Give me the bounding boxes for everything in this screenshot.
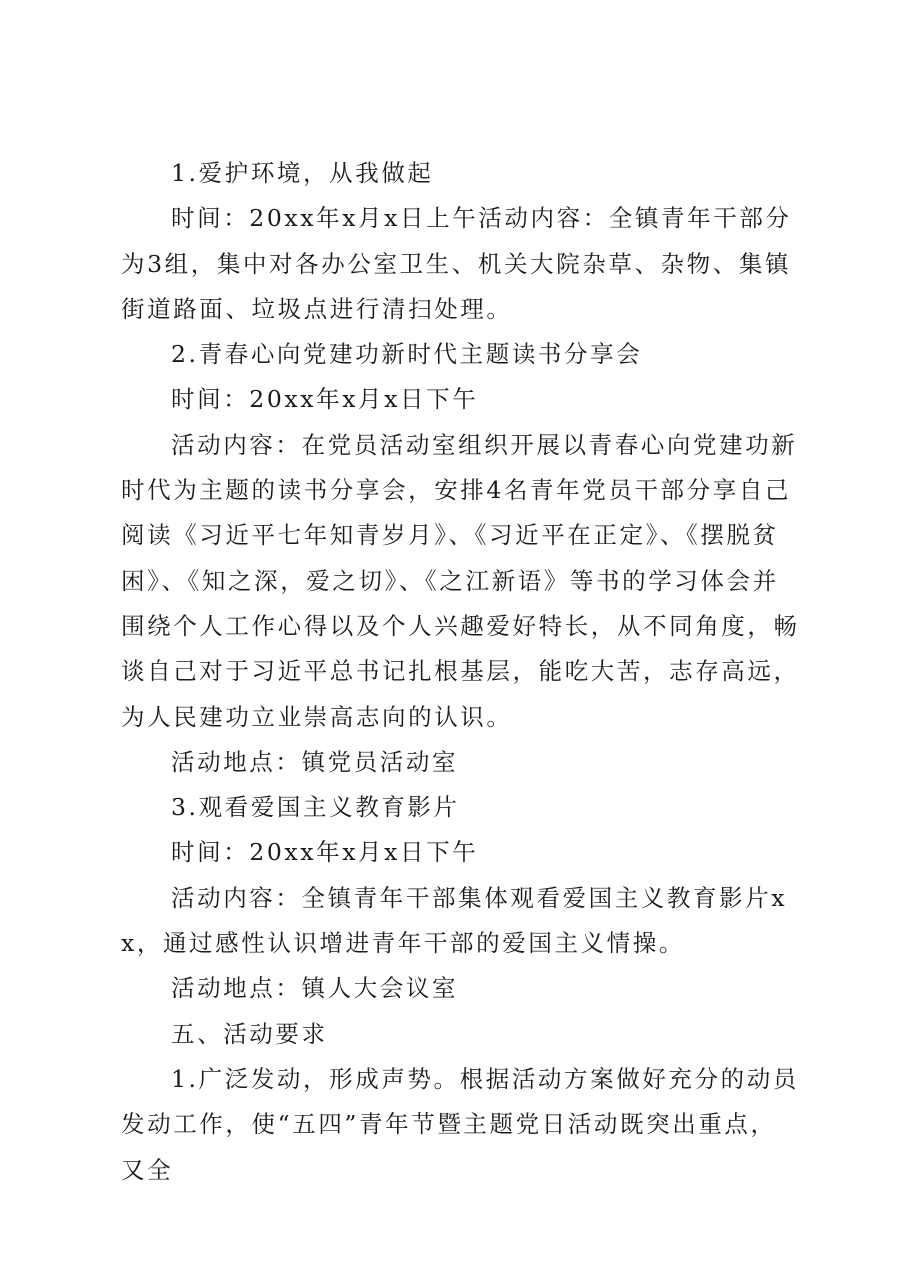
document-body (121, 151, 801, 1193)
heading-activity-1: 1.爱护环境，从我做起 (171, 159, 434, 187)
paragraph-activity-1-details: 时间：20xx年x月x日上午活动内容：全镇青年干部分为3组，集中对各办公室卫生、机关大院杂草、杂物、集镇街道路面、垃圾点进行清扫处理。 (121, 204, 792, 323)
heading-activity-3: 3.观看爱国主义教育影片 (171, 793, 460, 822)
section-heading-requirements: 五、活动要求 (171, 1019, 328, 1048)
paragraph-activity-2-location: 活动地点：镇党员活动室 (171, 747, 459, 776)
paragraph-activity-3-location: 活动地点：镇人大会议室 (171, 974, 459, 1003)
paragraph-requirement-1: 1.广泛发动，形成声势。根据活动方案做好充分的动员发动工作，使“五四”青年节暨主题党日活动既突出重点，又全 (121, 1064, 799, 1184)
paragraph-activity-2-content: 活动内容：在党员活动室组织开展以青春心向党建功新时代为主题的读书分享会，安排4名青年党员干部分享自己阅读《习近平七年知青岁月》、《习近平在正定》、《摆脱贫困》、《知之深，爱之切》、《之江新语》等书的学习体会并围绕个人工作心得以及个人兴趣爱好特长，从不同角度，畅谈自己对于习近平总书记扎根基层，能吃大苦，志存高远，为人民建功立业崇高志向的认识。 (121, 430, 800, 731)
paragraph-activity-2-time: 时间：20xx年x月x日下午 (171, 385, 479, 414)
paragraph-activity-3-time: 时间：20xx年x月x日下午 (171, 838, 479, 867)
heading-activity-2: 2.青春心向党建功新时代主题读书分享会 (171, 340, 643, 369)
paragraph-activity-3-content: 活动内容：全镇青年干部集体观看爱国主义教育影片xx，通过感性认识增进青年干部的爱国主义情操。 (121, 883, 788, 958)
